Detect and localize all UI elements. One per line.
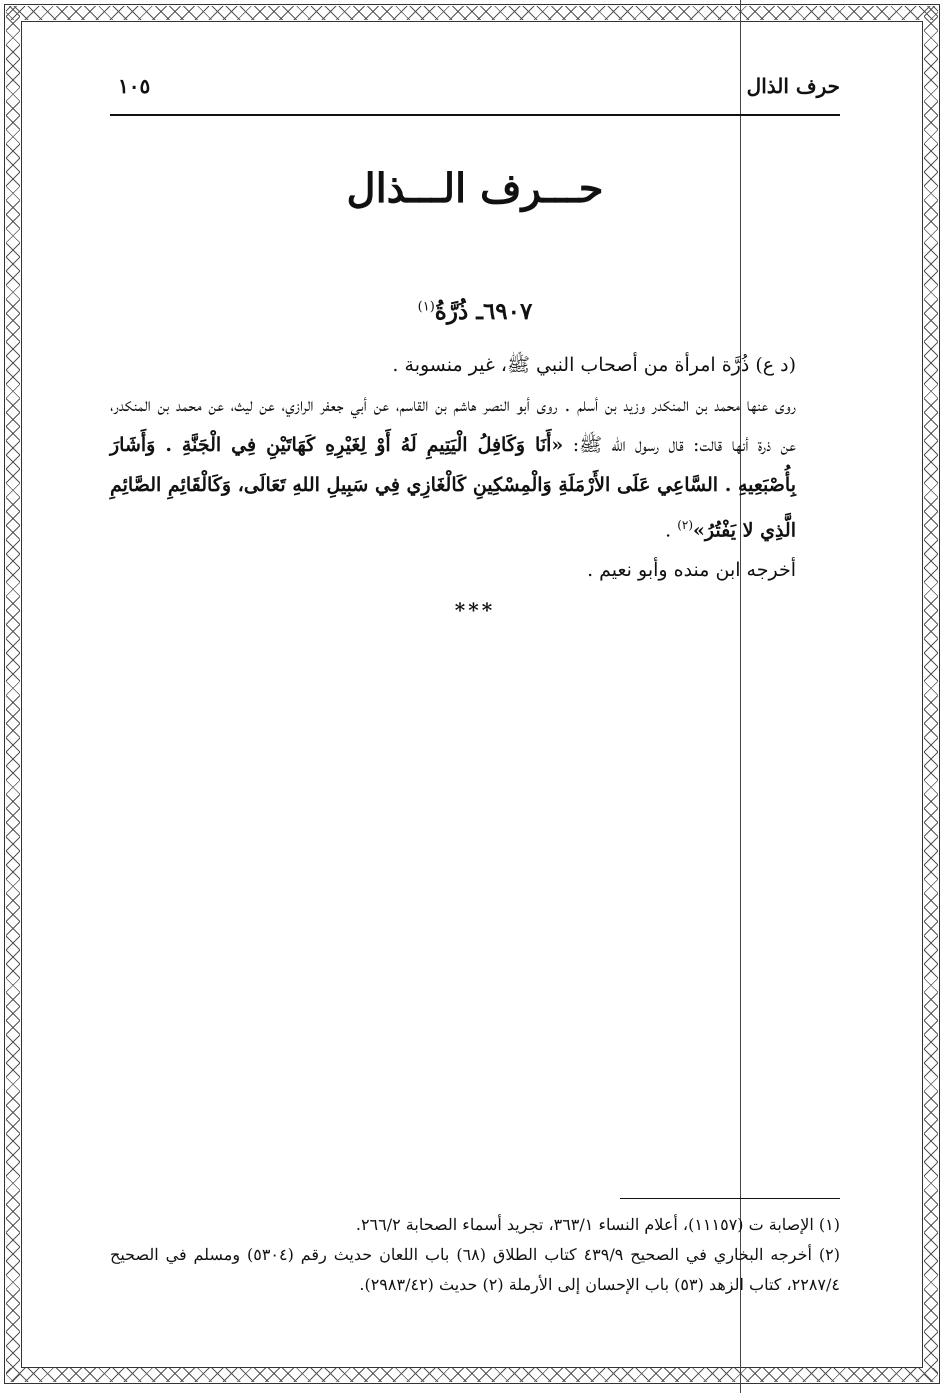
page-header: [110, 70, 840, 106]
entry-heading: [110, 298, 840, 325]
footnote-2: (٢) أخرجه البخاري في الصحيح ٤٣٩/٩ كتاب الطلاق (٦٨) باب اللعان حديث رقم (٥٣٠٤) ومسلم في الصحيح ٢٢٨٧/٤، كتاب الزهد (٥٣) باب الإحسان إلى الأرملة (٢) حديث (٢٩٨٣/٤٢).: [110, 1245, 840, 1294]
entry-heading-footnote-ref: (١): [417, 299, 435, 315]
section-separator: ***: [454, 598, 496, 622]
entry-source: أخرجه ابن منده وأبو نعيم .: [587, 559, 796, 582]
narration-text: روى عنها محمد بن المنكدر وزيد بن أسلم . روى أبو النصر هاشم بن القاسم، عن أبي جعفر الرازي، عن ليث، عن محمد بن المنكدر، عن ذرة أنها قالت: قال رسول الله ﷺ:: [110, 394, 796, 456]
hadith-end: .: [665, 519, 678, 542]
page-number: ١٠٥: [118, 74, 151, 98]
header-rule: [110, 114, 840, 116]
ornamental-border-top: [6, 6, 938, 20]
hadith-footnote-ref: (٢): [677, 518, 694, 532]
entry-heading-text: ٦٩٠٧ـ ذُرَّةُ: [434, 298, 533, 325]
footnote-1: (١) الإصابة ت (١١١٥٧)، أعلام النساء ٣٦٣/١، تجريد أسماء الصحابة ٢٦٦/٢.: [355, 1215, 840, 1234]
book-page: [110, 60, 840, 1360]
entry-narration: [110, 385, 840, 550]
hadith-text: «أَنَا وَكَافِلُ الْيَتِيمِ لَهُ أَوْ لِغَيْرِهِ كَهَاتَيْنِ فِي الْجَنَّةِ . وَأَشَارَ بِأُصْبَعِيهِ . السَّاعِي عَلَى الأَرْمَلَةِ وَالْمِسْكِينِ كَالْغَازِي فِي سَبِيلِ اللهِ تَعَالَى، وَكَالْقَائِمِ الصَّائِمِ الَّذِي لا يَفْتُرُ»: [110, 434, 796, 542]
ornamental-border-left: [6, 6, 20, 1382]
running-title: حرف الذال: [746, 74, 840, 98]
ornamental-border-right: [924, 6, 938, 1382]
footnote-rule: [620, 1198, 840, 1199]
entry-intro: (د ع) ذُرَّة امرأة من أصحاب النبي ﷺ، غير منسوبة .: [392, 354, 796, 376]
ornamental-border-bottom: [6, 1368, 938, 1382]
chapter-title: حـــرف الـــذال: [346, 165, 604, 212]
footnotes: [110, 1210, 840, 1300]
entry-body: [110, 345, 840, 590]
